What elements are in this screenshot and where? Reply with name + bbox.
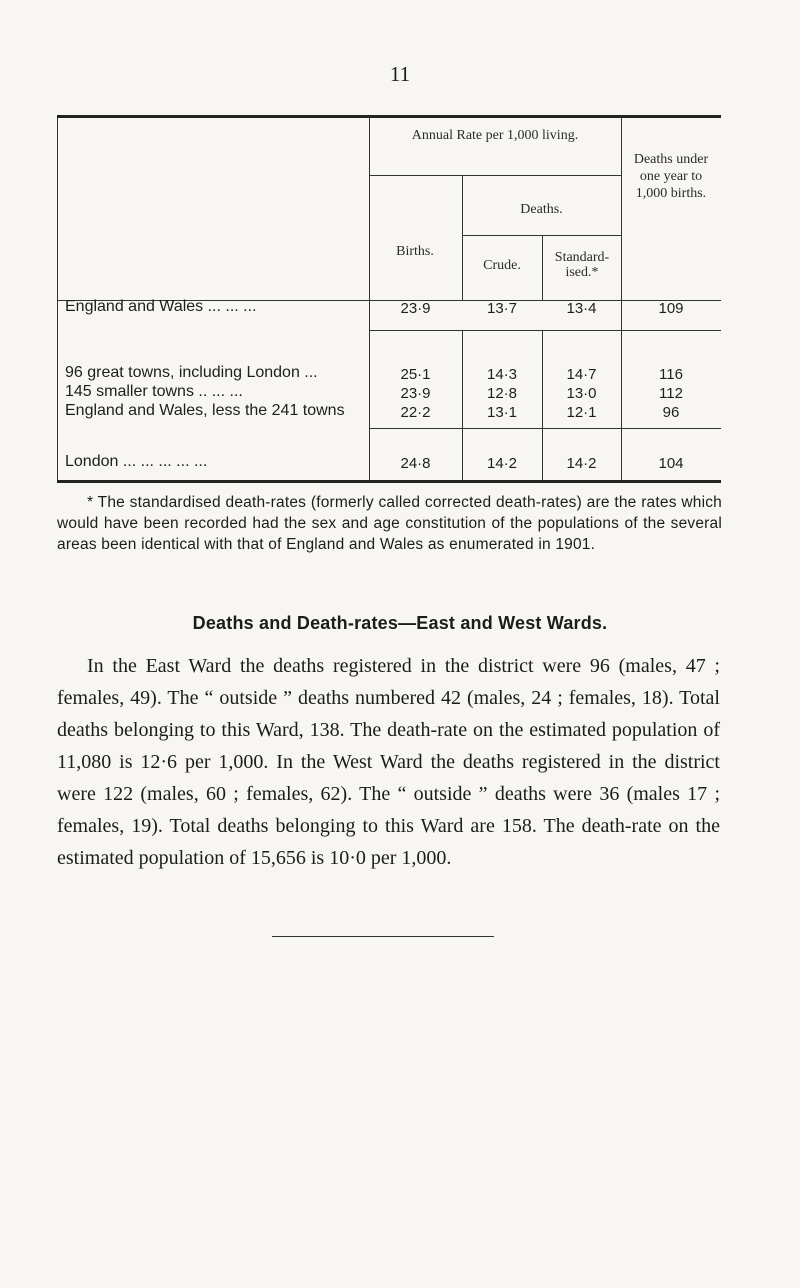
row-label-less-towns: England and Wales, less the 241 towns <box>65 402 345 419</box>
row-label-great-towns: 96 great towns, including London ... <box>65 364 318 381</box>
cell-births: 25·1 <box>400 366 431 383</box>
header-standardised: Standard-ised.* <box>554 250 610 280</box>
section-heading: Deaths and Death-rates—East and West Wards. <box>192 613 608 633</box>
cell-crude: 13·7 <box>486 300 518 317</box>
cell-standardised: 14·7 <box>566 366 597 383</box>
rule-under-annual-rate <box>369 175 621 176</box>
cell-crude: 13·1 <box>486 404 518 421</box>
page-number: 11 <box>389 62 411 86</box>
cell-births: 23·9 <box>400 385 431 402</box>
cell-infant: 104 <box>658 455 684 472</box>
cell-standardised: 12·1 <box>566 404 597 421</box>
table-left-rule <box>57 118 58 480</box>
row-label-england-wales: England and Wales ... ... ... <box>65 298 257 315</box>
cell-infant: 96 <box>662 404 680 421</box>
cell-births: 22·2 <box>400 404 431 421</box>
header-births: Births. <box>396 244 434 259</box>
row-label-london: London ... ... ... ... ... <box>65 453 208 470</box>
cell-infant: 109 <box>658 300 684 317</box>
table-rule-standardised <box>542 235 543 300</box>
rule-under-england <box>369 330 721 331</box>
cell-crude: 14·2 <box>486 455 518 472</box>
cell-crude: 14·3 <box>486 366 518 383</box>
header-deaths: Deaths. <box>520 202 563 217</box>
cell-infant: 112 <box>659 385 683 402</box>
paragraph-text: In the East Ward the deaths registered in the district were 96 (males, 47 ; females, 49). The “ outside ” deaths numbered 42 (males, 24 ; females, 18). Total deaths belonging to this Ward, 138. The death-rate on the estimated population of 11,080 is 12·6 per 1,000. In the West Ward the deaths registered in the district were 122 (males, 60 ; females, 62). The “ outside ” deaths were 36 (males 17 ; females, 19). Total deaths belonging to this Ward are 158. The death-rate on the estimated population of 15,656 is 10·0 per 1,000. <box>57 655 720 869</box>
table-rule-crude <box>462 175 463 300</box>
cell-standardised: 13·4 <box>566 300 597 317</box>
table-rule-infant <box>621 118 622 480</box>
rule-under-deaths <box>462 235 621 236</box>
row-label-smaller-towns: 145 smaller towns .. ... ... <box>65 383 243 400</box>
body-paragraph <box>57 650 720 874</box>
header-annual-rate: Annual Rate per 1,000 living. <box>411 128 579 143</box>
rule-above-london <box>369 428 721 429</box>
cell-standardised: 13·0 <box>566 385 597 402</box>
table-footnote: * The standardised death-rates (formerly called corrected death-rates) are the rates which would have been recorded had the sex and age constitution of the populations of the several areas been identical with that of England and Wales as enumerated in 1901. <box>57 494 722 553</box>
cell-infant: 116 <box>659 366 683 383</box>
table-rule-births <box>369 118 370 480</box>
header-infant-mortality: Deaths under one year to 1,000 births. <box>633 152 709 201</box>
statistics-table <box>57 115 721 483</box>
header-crude: Crude. <box>483 258 521 273</box>
cell-births: 24·8 <box>400 455 431 472</box>
cell-crude: 12·8 <box>486 385 518 402</box>
cell-births: 23·9 <box>400 300 431 317</box>
closing-rule <box>272 936 494 937</box>
cell-standardised: 14·2 <box>566 455 597 472</box>
